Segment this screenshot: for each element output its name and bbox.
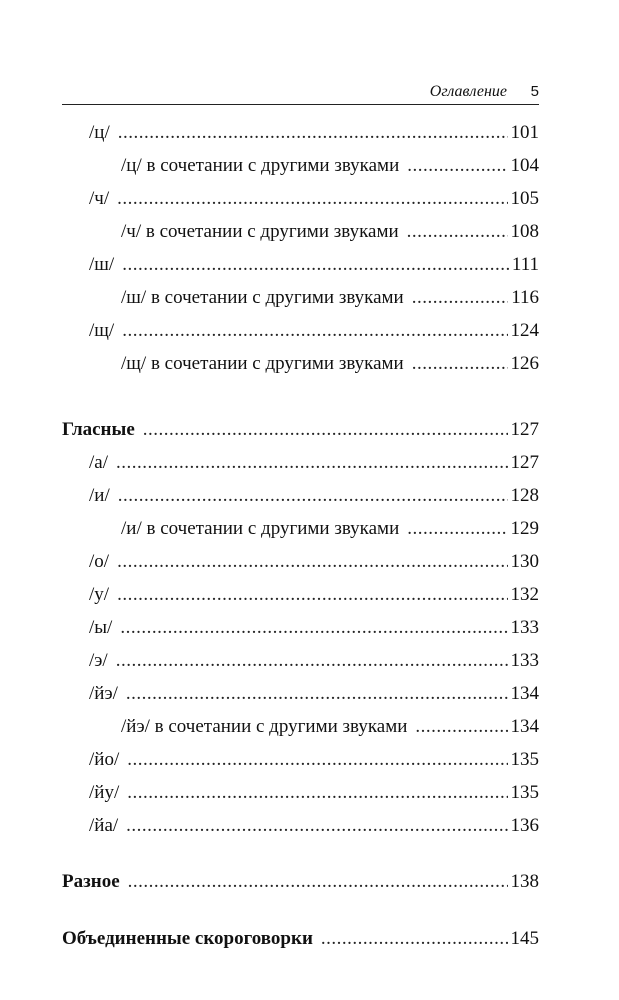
toc-entry-label: /йу/ xyxy=(89,782,120,803)
toc-entry-page: 108 xyxy=(510,221,539,242)
toc-entry xyxy=(89,812,539,840)
toc-entry-label: /э/ xyxy=(89,650,108,671)
toc-entry xyxy=(89,317,539,345)
toc-entry-label: /ц/ xyxy=(89,122,110,143)
toc-section-label: Объединенные скороговорки xyxy=(62,928,313,949)
toc-leader-dots xyxy=(143,416,508,444)
toc-leader-dots xyxy=(118,482,508,510)
toc-entry xyxy=(121,284,539,312)
toc-entry xyxy=(89,482,539,510)
toc-entry xyxy=(121,152,539,180)
toc-entry-label: /и/ в сочетании с другими звуками xyxy=(121,518,400,539)
toc-leader-dots xyxy=(412,350,508,378)
toc-leader-dots xyxy=(127,779,507,807)
toc-entry-page: 126 xyxy=(510,353,539,374)
toc-entry-page: 133 xyxy=(510,650,539,671)
header-page-number: 5 xyxy=(530,83,539,100)
toc-entry-label: /а/ xyxy=(89,452,108,473)
toc-entry-label: /ч/ xyxy=(89,188,110,209)
toc-entry xyxy=(89,746,539,774)
toc-entry xyxy=(121,515,539,543)
toc-entry-page: 101 xyxy=(510,122,539,143)
toc-entry-label: /и/ xyxy=(89,485,110,506)
toc-entry xyxy=(89,581,539,609)
toc-entry-page: 128 xyxy=(510,485,539,506)
toc-entry-page: 127 xyxy=(510,419,539,440)
toc-leader-dots xyxy=(116,647,508,675)
toc-entry xyxy=(89,614,539,642)
toc-leader-dots xyxy=(122,317,507,345)
toc-entry xyxy=(89,647,539,675)
toc-entry-label: /ы/ xyxy=(89,617,113,638)
toc-entry xyxy=(89,449,539,477)
toc-leader-dots xyxy=(126,812,507,840)
toc-entry-page: 145 xyxy=(510,928,539,949)
toc-entry-page: 135 xyxy=(510,782,539,803)
toc-entry-page: 135 xyxy=(510,749,539,770)
toc-entry-page: 134 xyxy=(510,716,539,737)
toc-leader-dots xyxy=(407,218,508,246)
toc-section-label: Разное xyxy=(62,871,120,892)
toc-entry xyxy=(89,680,539,708)
toc-leader-dots xyxy=(116,449,508,477)
toc-leader-dots xyxy=(117,185,507,213)
toc-leader-dots xyxy=(407,515,507,543)
toc-entry-label: /йо/ xyxy=(89,749,120,770)
toc-entry xyxy=(121,218,539,246)
toc-entry xyxy=(89,779,539,807)
toc-leader-dots xyxy=(321,925,508,953)
toc-section-entry xyxy=(62,925,539,953)
toc-entry-page: 116 xyxy=(511,287,539,308)
toc-entry-page: 133 xyxy=(510,617,539,638)
toc-entry xyxy=(89,251,539,279)
toc-section-entry xyxy=(62,868,539,896)
toc-entry-label: /ц/ в сочетании с другими звуками xyxy=(121,155,400,176)
toc-entry xyxy=(89,185,539,213)
toc-entry-page: 127 xyxy=(510,452,539,473)
toc-entry-label: /йа/ xyxy=(89,815,119,836)
header-title: Оглавление xyxy=(429,83,507,100)
toc-entry xyxy=(89,548,539,576)
toc-entry-page: 132 xyxy=(510,584,539,605)
toc-leader-dots xyxy=(407,152,507,180)
toc-section-label: Гласные xyxy=(62,419,135,440)
toc-entry-page: 134 xyxy=(510,683,539,704)
toc-section-entry xyxy=(62,416,539,444)
toc-entry-label: /о/ xyxy=(89,551,110,572)
toc-entry-page: 105 xyxy=(510,188,539,209)
toc-leader-dots xyxy=(128,868,508,896)
toc-entry-label: /ш/ в сочетании с другими звуками xyxy=(121,287,404,308)
toc-entry-label: /ч/ в сочетании с другими звуками xyxy=(121,221,399,242)
toc-entry-label: /щ/ в сочетании с другими звуками xyxy=(121,353,404,374)
toc-entry-label: /йэ/ в сочетании с другими звуками xyxy=(121,716,408,737)
toc-entry-page: 136 xyxy=(510,815,539,836)
toc-leader-dots xyxy=(117,548,507,576)
toc-leader-dots xyxy=(122,251,509,279)
toc-entry-page: 130 xyxy=(510,551,539,572)
toc-leader-dots xyxy=(126,680,508,708)
toc-entry-page: 124 xyxy=(510,320,539,341)
toc-entry-page: 138 xyxy=(510,871,539,892)
toc-entry xyxy=(121,713,539,741)
toc-entry-label: /у/ xyxy=(89,584,110,605)
toc-leader-dots xyxy=(117,581,507,609)
toc-entry-label: /йэ/ xyxy=(89,683,118,704)
toc-leader-dots xyxy=(415,713,507,741)
toc-leader-dots xyxy=(127,746,507,774)
toc-leader-dots xyxy=(118,119,508,147)
toc-leader-dots xyxy=(120,614,507,642)
toc-entry xyxy=(89,119,539,147)
toc-leader-dots xyxy=(412,284,508,312)
toc-entry-page: 111 xyxy=(511,254,539,275)
toc-entry-page: 104 xyxy=(510,155,539,176)
toc-entry-label: /щ/ xyxy=(89,320,115,341)
toc-entry xyxy=(121,350,539,378)
toc-entry-page: 129 xyxy=(510,518,539,539)
toc-entry-label: /ш/ xyxy=(89,254,115,275)
